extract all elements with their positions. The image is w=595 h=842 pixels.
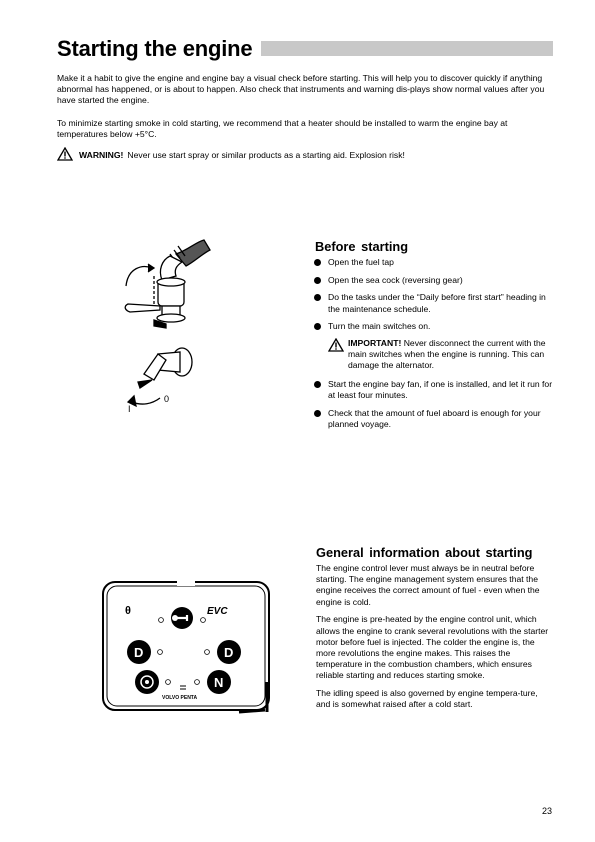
important-note xyxy=(328,338,554,372)
neutral-button-label: N xyxy=(214,675,224,690)
list-item: Start the engine bay fan, if one is installed, and let it run for at least four minutes. xyxy=(314,379,554,401)
drive-button-left-label: D xyxy=(134,645,144,660)
list-item: Turn the main switches on. xyxy=(314,321,554,332)
warning-note xyxy=(57,147,549,164)
important-text: Never disconnect the current with the main switches when the engine is running. This can damage the alternator. xyxy=(348,338,546,371)
general-info-paragraph-2: The engine is pre-heated by the engine control unit, which allows the engine to crank several revolutions with the starter motor before fuel is injected. The colder the engine is, the more revolutions the engine makes. This raises the temperature in the combustion chambers, which ensures reliable starting and reduces starting smoke. xyxy=(316,614,549,681)
warning-icon xyxy=(57,147,73,164)
general-info-heading: General information about starting xyxy=(316,545,533,560)
intro-paragraph-1: Make it a habit to give the engine and engine bay a visual check before starting. This will help you to discover quickly if anything abnormal has happened, or is about to happen. Also check that instruments and warning dis-plays show normal values after you have started the engine. xyxy=(57,73,545,106)
list-item: Open the fuel tap xyxy=(314,257,554,268)
list-item: Check that the amount of fuel aboard is enough for your planned voyage. xyxy=(314,408,554,430)
list-item: Do the tasks under the “Daily before first start” heading in the maintenance schedule. xyxy=(314,292,554,314)
evc-brand-label: EVC xyxy=(207,606,228,617)
warning-text: Never use start spray or similar products as a starting aid. Explosion risk! xyxy=(127,150,405,160)
title-bar xyxy=(261,41,553,56)
switch-off-label: 0 xyxy=(164,394,170,404)
switch-on-label: I xyxy=(128,404,131,414)
page-number: 23 xyxy=(542,806,553,816)
evc-control-panel-illustration xyxy=(99,578,274,723)
page-title: Starting the engine xyxy=(57,36,253,61)
intro-paragraph-2: To minimize starting smoke in cold starting, we recommend that a heater should be installed to warm the engine bay at temperatures below +5°C. xyxy=(57,118,508,140)
general-info-text xyxy=(316,563,552,717)
warning-icon xyxy=(328,338,344,355)
theta-label: θ xyxy=(125,605,131,617)
warning-label: WARNING! xyxy=(79,150,124,160)
before-starting-heading: Before starting xyxy=(315,239,409,254)
list-item: Open the sea cock (reversing gear) xyxy=(314,275,554,286)
drive-button-right-label: D xyxy=(224,645,234,660)
volvo-penta-logo: VOLVO PENTA xyxy=(162,695,198,701)
fuel-tap-and-switch-illustration xyxy=(118,236,218,421)
general-info-paragraph-3: The idling speed is also governed by engine tempera-ture, and is somewhat raised after a cold start. xyxy=(316,688,538,710)
important-label: IMPORTANT! xyxy=(348,338,402,349)
before-starting-list xyxy=(314,257,554,436)
general-info-paragraph-1: The engine control lever must always be in neutral before starting. The engine management system ensures that the engine receives the correct amount of fuel - even when the engine is cold. xyxy=(316,563,540,607)
